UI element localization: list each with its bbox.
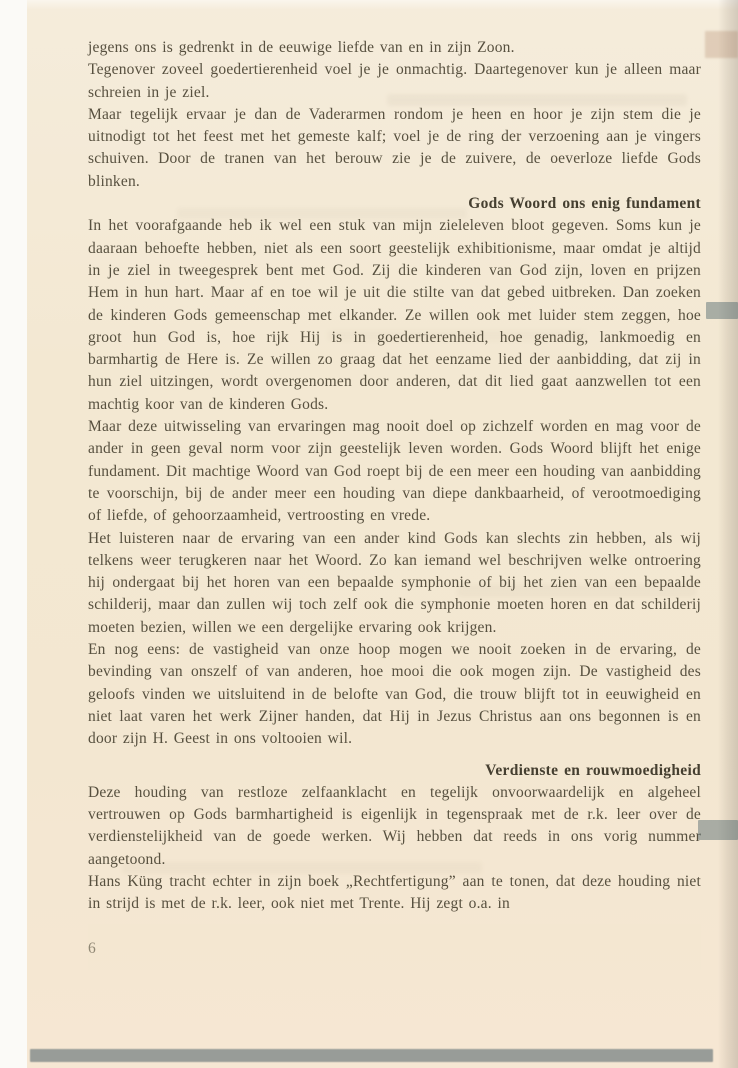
paragraph: Tegenover zoveel goedertierenheid voel je je onmachtig. Daartegenover kun je alleen maar schreien in je ziel. bbox=[88, 61, 701, 101]
text-block bbox=[88, 37, 701, 960]
paragraph: Maar tegelijk ervaar je dan de Vaderarmen rondom je heen en hoor je zijn stem die je uitnodigt tot het feest met het gemeste kalf; voel je de ring der verzoening aan je vingers schuiven. Door de tranen van het berouw zie je de zuivere, de oeverloze liefde Gods blinken. bbox=[88, 105, 701, 190]
section-heading-gods-woord: Gods Woord ons enig fundament bbox=[468, 195, 701, 213]
paragraph: Maar deze uitwisseling van ervaringen mag nooit doel op zichzelf worden en mag voor de ander in geen geval norm voor zijn geestelijk leven worden. Gods Woord blijft het enige fundament. Dit machtige Woord van God roept bij de een meer een houding van aanbidding te voorschijn, bij de ander meer een houding van diepe dankbaarheid, of verootmoediging of liefde, of gehoorzaamheid, vertroosting en vrede. bbox=[88, 418, 701, 525]
paragraph: Deze houding van restloze zelfaanklacht en tegelijk onvoorwaardelijk en algeheel vertrouwen op Gods barmhartigheid is eigenlijk in tegenspraak met de r.k. leer over de verdienstelijkheid van de goede werken. Wij hebben dat reeds in ons vorig nummer aangetoond. bbox=[88, 783, 701, 868]
page-number: 6 bbox=[88, 939, 96, 957]
paragraph: In het voorafgaande heb ik wel een stuk van mijn zieleleven bloot gegeven. Soms kun je daaraan behoefte hebben, niet als een soort geestelijk exhibitionisme, maar omdat je altijd in je ziel in tweegesprek bent met God. Zij die kinderen van God zijn, loven en prijzen Hem in hun hart. Maar af en toe wil je uit die stilte van dat gebed uitbreken. Dan zoeken de kinderen Gods gemeenschap met elkander. Ze willen ook met luider stem zeggen, hoe groot hun God is, hoe rijk Hij is in goedertierenheid, hoe genadig, lankmoedig en barmhartig de Here is. Ze willen zo graag dat het eenzame lied der aanbidding, dat zij in hun ziel uitzingen, wordt overgenomen door anderen, dat dit lied gaat aanzwellen tot een machtig koor van de kinderen Gods. bbox=[88, 217, 701, 413]
paragraph-continuation: jegens ons is gedrenkt in de eeuwige liefde van en in zijn Zoon. bbox=[88, 39, 515, 56]
section-heading-verdienste: Verdienste en rouwmoedigheid bbox=[485, 761, 701, 779]
paragraph: Hans Küng tracht echter in zijn boek „Rechtfertigung” aan te tonen, dat deze houding niet in strijd is met de r.k. leer, ook niet met Trente. Hij zegt o.a. in bbox=[88, 872, 701, 913]
paragraph: Het luisteren naar de ervaring van een ander kind Gods kan slechts zin hebben, als wij telkens weer terugkeren naar het Woord. Zo kan iemand wel beschrijven welke ontroering hij ondergaat bij het horen van een bepaalde symphonie of bij het zien van een bepaalde schilderij, maar dan zullen wij toch zelf ook die symphonie moeten horen en dat schilderij moeten bezien, willen we een dergelijke ervaring ook krijgen. bbox=[88, 529, 701, 636]
paragraph: En nog eens: de vastigheid van onze hoop mogen we nooit zoeken in de ervaring, de bevinding van onszelf of van anderen, hoe mooi die ook mogen zijn. De vastigheid des geloofs vinden we uitsluitend in de belofte van God, die trouw blijft tot in eeuwigheid en niet laat varen het werk Zijner handen, dat Hij in Jezus Christus aan ons begonnen is en door zijn H. Geest in ons voltooien wil. bbox=[88, 641, 701, 748]
